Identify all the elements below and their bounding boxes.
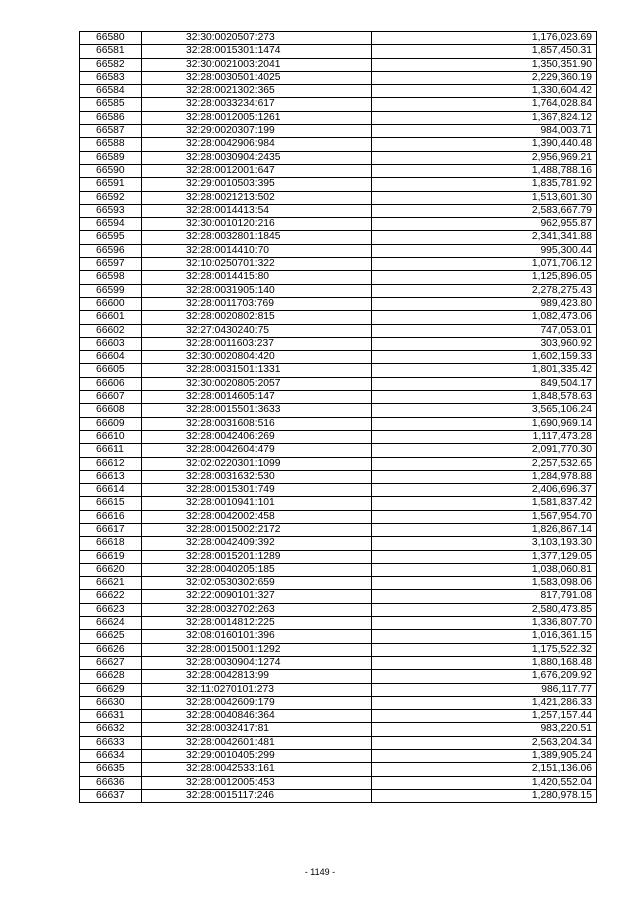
- table-row: [80, 204, 597, 217]
- cadastral-number-cell: 32:28:0042406:269: [142, 430, 372, 443]
- value-cell: 1,676,209.92: [372, 670, 597, 683]
- table-row: [80, 297, 597, 310]
- cadastral-number-cell: 32:28:0014413:54: [142, 204, 372, 217]
- row-number-cell: 66605: [80, 364, 142, 377]
- row-number-cell: 66615: [80, 497, 142, 510]
- row-number-cell: 66628: [80, 670, 142, 683]
- row-number-cell: 66585: [80, 98, 142, 111]
- row-number-cell: 66627: [80, 656, 142, 669]
- row-number-cell: 66588: [80, 138, 142, 151]
- cadastral-number-cell: 32:28:0033234:617: [142, 98, 372, 111]
- row-number-cell: 66606: [80, 377, 142, 390]
- row-number-cell: 66594: [80, 218, 142, 231]
- cadastral-number-cell: 32:28:0032702:263: [142, 603, 372, 616]
- row-number-cell: 66637: [80, 789, 142, 802]
- cadastral-number-cell: 32:29:0010405:299: [142, 750, 372, 763]
- table-row: [80, 284, 597, 297]
- cadastral-number-cell: 32:28:0021302:365: [142, 85, 372, 98]
- cadastral-number-cell: 32:28:0042409:392: [142, 537, 372, 550]
- row-number-cell: 66581: [80, 45, 142, 58]
- cadastral-number-cell: 32:28:0030501:4025: [142, 71, 372, 84]
- cadastral-number-cell: 32:22:0090101:327: [142, 590, 372, 603]
- value-cell: 1,690,969.14: [372, 417, 597, 430]
- row-number-cell: 66604: [80, 351, 142, 364]
- value-cell: 1,038,060.81: [372, 563, 597, 576]
- value-cell: 2,229,360.19: [372, 71, 597, 84]
- row-number-cell: 66621: [80, 577, 142, 590]
- value-cell: 995,300.44: [372, 244, 597, 257]
- table-row: [80, 337, 597, 350]
- cadastral-number-cell: 32:30:0020507:273: [142, 32, 372, 45]
- table-row: [80, 151, 597, 164]
- value-cell: 2,257,532.65: [372, 457, 597, 470]
- cadastral-number-cell: 32:28:0015002:2172: [142, 523, 372, 536]
- row-number-cell: 66632: [80, 723, 142, 736]
- table-row: [80, 111, 597, 124]
- cadastral-number-cell: 32:10:0250701:322: [142, 258, 372, 271]
- row-number-cell: 66630: [80, 696, 142, 709]
- value-cell: 1,117,473.28: [372, 430, 597, 443]
- table-row: [80, 138, 597, 151]
- table-row: [80, 178, 597, 191]
- cadastral-number-cell: 32:28:0042601:481: [142, 736, 372, 749]
- cadastral-number-cell: 32:28:0042813:99: [142, 670, 372, 683]
- row-number-cell: 66618: [80, 537, 142, 550]
- cadastral-number-cell: 32:28:0020802:815: [142, 311, 372, 324]
- page-number: - 1149 -: [304, 867, 336, 877]
- value-cell: 2,341,341.88: [372, 231, 597, 244]
- value-cell: 1,280,978.15: [372, 789, 597, 802]
- cadastral-number-cell: 32:28:0014605:147: [142, 391, 372, 404]
- table-row: [80, 125, 597, 138]
- table-row: [80, 98, 597, 111]
- table-row: [80, 750, 597, 763]
- table-row: [80, 444, 597, 457]
- value-cell: 1,367,824.12: [372, 111, 597, 124]
- row-number-cell: 66624: [80, 617, 142, 630]
- table-row: [80, 164, 597, 177]
- value-cell: 2,563,204.34: [372, 736, 597, 749]
- value-cell: 986,117.77: [372, 683, 597, 696]
- value-cell: 2,091,770.30: [372, 444, 597, 457]
- value-cell: 1,420,552.04: [372, 776, 597, 789]
- row-number-cell: 66586: [80, 111, 142, 124]
- cadastral-number-cell: 32:28:0015001:1292: [142, 643, 372, 656]
- table-row: [80, 563, 597, 576]
- value-cell: 1,826,867.14: [372, 523, 597, 536]
- table-row: [80, 710, 597, 723]
- value-cell: 1,125,896.05: [372, 271, 597, 284]
- row-number-cell: 66603: [80, 337, 142, 350]
- row-number-cell: 66599: [80, 284, 142, 297]
- value-cell: 1,176,023.69: [372, 32, 597, 45]
- value-cell: 2,956,969.21: [372, 151, 597, 164]
- row-number-cell: 66625: [80, 630, 142, 643]
- value-cell: 1,848,578.63: [372, 391, 597, 404]
- value-cell: 747,053.01: [372, 324, 597, 337]
- cadastral-number-cell: 32:02:0220301:1099: [142, 457, 372, 470]
- cadastral-number-cell: 32:28:0031905:140: [142, 284, 372, 297]
- row-number-cell: 66616: [80, 510, 142, 523]
- value-cell: 1,377,129.05: [372, 550, 597, 563]
- cadastral-number-cell: 32:08:0160101:396: [142, 630, 372, 643]
- cadastral-number-cell: 32:28:0032801:1845: [142, 231, 372, 244]
- table-row: [80, 58, 597, 71]
- table-row: [80, 550, 597, 563]
- table-row: [80, 404, 597, 417]
- row-number-cell: 66633: [80, 736, 142, 749]
- cadastral-number-cell: 32:28:0042906:984: [142, 138, 372, 151]
- row-number-cell: 66592: [80, 191, 142, 204]
- row-number-cell: 66622: [80, 590, 142, 603]
- table-row: [80, 537, 597, 550]
- value-cell: 1,082,473.06: [372, 311, 597, 324]
- row-number-cell: 66631: [80, 710, 142, 723]
- table-row: [80, 311, 597, 324]
- row-number-cell: 66635: [80, 763, 142, 776]
- table-row: [80, 723, 597, 736]
- cadastral-number-cell: 32:30:0021003:2041: [142, 58, 372, 71]
- row-number-cell: 66617: [80, 523, 142, 536]
- value-cell: 1,016,361.15: [372, 630, 597, 643]
- table-row: [80, 457, 597, 470]
- row-number-cell: 66584: [80, 85, 142, 98]
- table-row: [80, 510, 597, 523]
- cadastral-number-cell: 32:28:0032417:81: [142, 723, 372, 736]
- table-row: [80, 763, 597, 776]
- cadastral-number-cell: 32:28:0042604:479: [142, 444, 372, 457]
- table-row: [80, 218, 597, 231]
- value-cell: 1,390,440.48: [372, 138, 597, 151]
- value-cell: 1,764,028.84: [372, 98, 597, 111]
- row-number-cell: 66602: [80, 324, 142, 337]
- table-row: [80, 776, 597, 789]
- value-cell: 2,278,275.43: [372, 284, 597, 297]
- row-number-cell: 66595: [80, 231, 142, 244]
- table-row: [80, 191, 597, 204]
- value-cell: 1,801,335.42: [372, 364, 597, 377]
- value-cell: 1,336,807.70: [372, 617, 597, 630]
- row-number-cell: 66636: [80, 776, 142, 789]
- row-number-cell: 66623: [80, 603, 142, 616]
- value-cell: 817,791.08: [372, 590, 597, 603]
- table-row: [80, 484, 597, 497]
- row-number-cell: 66620: [80, 563, 142, 576]
- value-cell: 1,071,706.12: [372, 258, 597, 271]
- cadastral-number-cell: 32:30:0020805:2057: [142, 377, 372, 390]
- cadastral-number-cell: 32:28:0015117:246: [142, 789, 372, 802]
- cadastral-number-cell: 32:28:0012001:647: [142, 164, 372, 177]
- value-cell: 1,602,159.33: [372, 351, 597, 364]
- table-row: [80, 630, 597, 643]
- value-cell: 2,583,667.79: [372, 204, 597, 217]
- value-cell: 303,960.92: [372, 337, 597, 350]
- value-cell: 2,580,473.85: [372, 603, 597, 616]
- value-cell: 2,406,696.37: [372, 484, 597, 497]
- table-row: [80, 683, 597, 696]
- table-row: [80, 603, 597, 616]
- value-cell: 1,880,168.48: [372, 656, 597, 669]
- table-row: [80, 470, 597, 483]
- table-row: [80, 643, 597, 656]
- table-row: [80, 32, 597, 45]
- value-cell: 1,581,837.42: [372, 497, 597, 510]
- cadastral-number-cell: 32:28:0014415:80: [142, 271, 372, 284]
- value-cell: 1,350,351.90: [372, 58, 597, 71]
- value-cell: 2,151,136.06: [372, 763, 597, 776]
- cadastral-number-cell: 32:28:0021213:502: [142, 191, 372, 204]
- value-cell: 1,389,905.24: [372, 750, 597, 763]
- cadastral-number-cell: 32:28:0031632:530: [142, 470, 372, 483]
- row-number-cell: 66600: [80, 297, 142, 310]
- cadastral-number-cell: 32:29:0020307:199: [142, 125, 372, 138]
- row-number-cell: 66601: [80, 311, 142, 324]
- value-cell: 3,565,106.24: [372, 404, 597, 417]
- cadastral-number-cell: 32:28:0030904:2435: [142, 151, 372, 164]
- row-number-cell: 66634: [80, 750, 142, 763]
- table-row: [80, 497, 597, 510]
- table-row: [80, 670, 597, 683]
- cadastral-number-cell: 32:28:0014812:225: [142, 617, 372, 630]
- value-cell: 1,330,604.42: [372, 85, 597, 98]
- value-cell: 1,257,157.44: [372, 710, 597, 723]
- row-number-cell: 66591: [80, 178, 142, 191]
- table-row: [80, 696, 597, 709]
- row-number-cell: 66589: [80, 151, 142, 164]
- table-row: [80, 351, 597, 364]
- cadastral-number-cell: 32:27:0430240:75: [142, 324, 372, 337]
- row-number-cell: 66611: [80, 444, 142, 457]
- cadastral-number-cell: 32:28:0015501:3633: [142, 404, 372, 417]
- row-number-cell: 66607: [80, 391, 142, 404]
- table-row: [80, 85, 597, 98]
- table-row: [80, 71, 597, 84]
- table-row: [80, 258, 597, 271]
- value-cell: 983,220.51: [372, 723, 597, 736]
- row-number-cell: 66619: [80, 550, 142, 563]
- value-cell: 3,103,193.30: [372, 537, 597, 550]
- table-row: [80, 656, 597, 669]
- row-number-cell: 66590: [80, 164, 142, 177]
- value-cell: 989,423.80: [372, 297, 597, 310]
- cadastral-number-cell: 32:30:0020804:420: [142, 351, 372, 364]
- table-row: [80, 417, 597, 430]
- cadastral-number-cell: 32:02:0530302:659: [142, 577, 372, 590]
- value-cell: 1,835,781.92: [372, 178, 597, 191]
- cadastral-number-cell: 32:28:0040846:364: [142, 710, 372, 723]
- row-number-cell: 66598: [80, 271, 142, 284]
- row-number-cell: 66597: [80, 258, 142, 271]
- cadastral-number-cell: 32:11:0270101:273: [142, 683, 372, 696]
- cadastral-number-cell: 32:28:0040205:185: [142, 563, 372, 576]
- row-number-cell: 66596: [80, 244, 142, 257]
- cadastral-number-cell: 32:28:0042609:179: [142, 696, 372, 709]
- table-row: [80, 231, 597, 244]
- value-cell: 1,583,098.06: [372, 577, 597, 590]
- table-row: [80, 577, 597, 590]
- cadastral-number-cell: 32:28:0011603:237: [142, 337, 372, 350]
- cadastral-number-cell: 32:28:0015301:749: [142, 484, 372, 497]
- cadastral-number-cell: 32:28:0010941:101: [142, 497, 372, 510]
- value-cell: 1,175,522.32: [372, 643, 597, 656]
- cadastral-number-cell: 32:28:0014410:70: [142, 244, 372, 257]
- table-row: [80, 523, 597, 536]
- cadastral-number-cell: 32:28:0042533:161: [142, 763, 372, 776]
- table-body: [80, 32, 597, 803]
- value-cell: 984,003.71: [372, 125, 597, 138]
- row-number-cell: 66608: [80, 404, 142, 417]
- table-row: [80, 324, 597, 337]
- table-row: [80, 430, 597, 443]
- value-cell: 1,284,978.88: [372, 470, 597, 483]
- table-row: [80, 364, 597, 377]
- row-number-cell: 66593: [80, 204, 142, 217]
- table-row: [80, 590, 597, 603]
- table-row: [80, 736, 597, 749]
- table-row: [80, 45, 597, 58]
- row-number-cell: 66612: [80, 457, 142, 470]
- row-number-cell: 66609: [80, 417, 142, 430]
- value-cell: 1,567,954.70: [372, 510, 597, 523]
- value-cell: 1,857,450.31: [372, 45, 597, 58]
- cadastral-number-cell: 32:28:0012005:453: [142, 776, 372, 789]
- cadastral-number-cell: 32:28:0015201:1289: [142, 550, 372, 563]
- table-row: [80, 391, 597, 404]
- cadastral-number-cell: 32:28:0030904:1274: [142, 656, 372, 669]
- table-row: [80, 244, 597, 257]
- cadastral-number-cell: 32:28:0031501:1331: [142, 364, 372, 377]
- row-number-cell: 66610: [80, 430, 142, 443]
- row-number-cell: 66629: [80, 683, 142, 696]
- table-row: [80, 271, 597, 284]
- table-row: [80, 789, 597, 802]
- value-cell: 962,955.87: [372, 218, 597, 231]
- row-number-cell: 66587: [80, 125, 142, 138]
- row-number-cell: 66582: [80, 58, 142, 71]
- cadastral-value-table: [79, 31, 597, 803]
- row-number-cell: 66580: [80, 32, 142, 45]
- value-cell: 1,488,788.16: [372, 164, 597, 177]
- value-cell: 1,421,286.33: [372, 696, 597, 709]
- row-number-cell: 66614: [80, 484, 142, 497]
- cadastral-number-cell: 32:28:0031608:516: [142, 417, 372, 430]
- row-number-cell: 66626: [80, 643, 142, 656]
- value-cell: 1,513,601.30: [372, 191, 597, 204]
- value-cell: 849,504.17: [372, 377, 597, 390]
- cadastral-number-cell: 32:28:0015301:1474: [142, 45, 372, 58]
- cadastral-number-cell: 32:29:0010503:395: [142, 178, 372, 191]
- row-number-cell: 66583: [80, 71, 142, 84]
- cadastral-number-cell: 32:30:0010120:216: [142, 218, 372, 231]
- cadastral-number-cell: 32:28:0011703:769: [142, 297, 372, 310]
- cadastral-number-cell: 32:28:0012005:1261: [142, 111, 372, 124]
- row-number-cell: 66613: [80, 470, 142, 483]
- table-row: [80, 617, 597, 630]
- table-row: [80, 377, 597, 390]
- cadastral-number-cell: 32:28:0042002:458: [142, 510, 372, 523]
